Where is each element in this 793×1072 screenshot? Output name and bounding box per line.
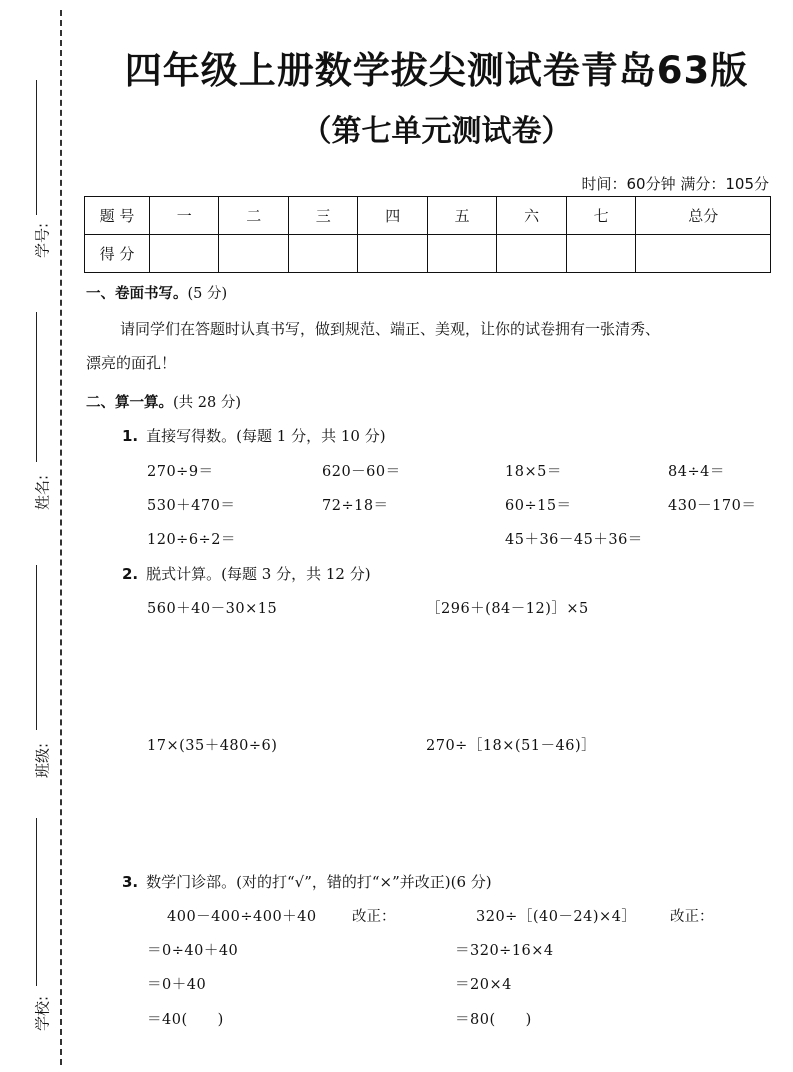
score-row-label: 得 分 — [85, 235, 150, 273]
school-field — [14, 818, 54, 1033]
class-label: 班级: — [33, 742, 52, 779]
section-1-heading — [86, 282, 227, 303]
calc-item: 45＋36－45＋36＝ — [505, 532, 643, 548]
score-input-cell[interactable] — [288, 235, 357, 273]
step-calc-item: 270÷［18×(51－46)］ — [426, 738, 597, 754]
step-calc-item: 560＋40－30×15 — [147, 601, 278, 617]
calc-item: 84÷4＝ — [668, 464, 725, 480]
calc-item: 530＋470＝ — [147, 498, 236, 514]
calc-item: 60÷15＝ — [505, 498, 572, 514]
question-2 — [122, 563, 371, 584]
school-line[interactable] — [36, 818, 37, 986]
score-table-cell: 二 — [219, 197, 288, 235]
school-label: 学校: — [33, 995, 52, 1032]
score-table-cell: 七 — [566, 197, 635, 235]
calc-item: 72÷18＝ — [322, 498, 389, 514]
score-table-cell: 总分 — [636, 197, 771, 235]
score-input-cell[interactable] — [358, 235, 427, 273]
clinic-right-step: ＝20×4 — [455, 977, 512, 993]
score-input-cell[interactable] — [636, 235, 771, 273]
question-3-number: 3. — [122, 873, 139, 891]
score-input-cell[interactable] — [427, 235, 496, 273]
question-2-text: 脱式计算。(每题 3 分，共 12 分) — [146, 565, 371, 583]
name-line[interactable] — [36, 312, 37, 462]
clinic-left-step: ＝40( ) — [147, 1012, 224, 1028]
student-no-line[interactable] — [36, 80, 37, 215]
section-1-text-line-2: 漂亮的面孔！ — [86, 354, 177, 372]
name-label: 姓名: — [33, 474, 52, 511]
section-1-title: 一、卷面书写。 — [86, 286, 188, 302]
score-table — [84, 196, 771, 273]
clinic-right-fix-label: 改正： — [670, 909, 714, 925]
score-input-cell[interactable] — [566, 235, 635, 273]
calc-item: 430－170＝ — [668, 498, 757, 514]
clinic-right-step: ＝80( ) — [455, 1012, 532, 1028]
clinic-left-fix-label: 改正： — [352, 909, 396, 925]
page-title: 四年级上册数学拔尖测试卷青岛63版 — [124, 49, 749, 92]
score-table-cell: 六 — [497, 197, 566, 235]
score-table-cell: 题 号 — [85, 197, 150, 235]
clinic-right-step: ＝320÷16×4 — [455, 943, 554, 959]
question-1-text: 直接写得数。(每题 1 分，共 10 分) — [146, 427, 386, 445]
calc-item: 18×5＝ — [505, 464, 562, 480]
score-input-cell[interactable] — [150, 235, 219, 273]
calc-item: 620－60＝ — [322, 464, 401, 480]
question-3-text: 数学门诊部。(对的打“√”，错的打“×”并改正)(6 分) — [146, 873, 492, 891]
class-line[interactable] — [36, 565, 37, 730]
score-table-header-row — [85, 197, 771, 235]
score-table-cell: 一 — [150, 197, 219, 235]
score-input-cell[interactable] — [219, 235, 288, 273]
score-table-cell: 五 — [427, 197, 496, 235]
score-table-cell: 三 — [288, 197, 357, 235]
section-2-heading — [86, 391, 241, 412]
clinic-left-expression: 400－400÷400＋40 — [167, 909, 317, 925]
exam-meta: 时间：60分钟 满分：105分 — [581, 175, 769, 193]
section-2-title: 二、算一算。 — [86, 395, 173, 411]
student-no-label: 学号: — [33, 222, 52, 259]
score-input-cell[interactable] — [497, 235, 566, 273]
clinic-left-step: ＝0÷40＋40 — [147, 943, 239, 959]
binding-dashed-line — [60, 10, 62, 1065]
student-no-field — [14, 80, 54, 270]
step-calc-item: ［296＋(84－12)］×5 — [426, 601, 589, 617]
clinic-right-expression: 320÷［(40－24)×4］ — [476, 909, 637, 925]
clinic-left-step: ＝0＋40 — [147, 977, 207, 993]
calc-item: 120÷6÷2＝ — [147, 532, 236, 548]
score-table-cell: 四 — [358, 197, 427, 235]
score-table-score-row — [85, 235, 771, 273]
question-1 — [122, 425, 386, 446]
name-field — [14, 312, 54, 512]
calc-item: 270÷9＝ — [147, 464, 214, 480]
step-calc-item: 17×(35＋480÷6) — [147, 738, 278, 754]
question-2-number: 2. — [122, 565, 139, 583]
class-field — [14, 565, 54, 780]
section-1-text-line-1: 请同学们在答题时认真书写，做到规范、端正、美观，让你的试卷拥有一张清秀、 — [120, 320, 661, 338]
section-2-points: (共 28 分) — [173, 395, 241, 411]
page-subtitle: （第七单元测试卷） — [301, 114, 572, 149]
question-1-number: 1. — [122, 427, 139, 445]
section-1-points: (5 分) — [187, 286, 228, 302]
question-3 — [122, 871, 492, 892]
